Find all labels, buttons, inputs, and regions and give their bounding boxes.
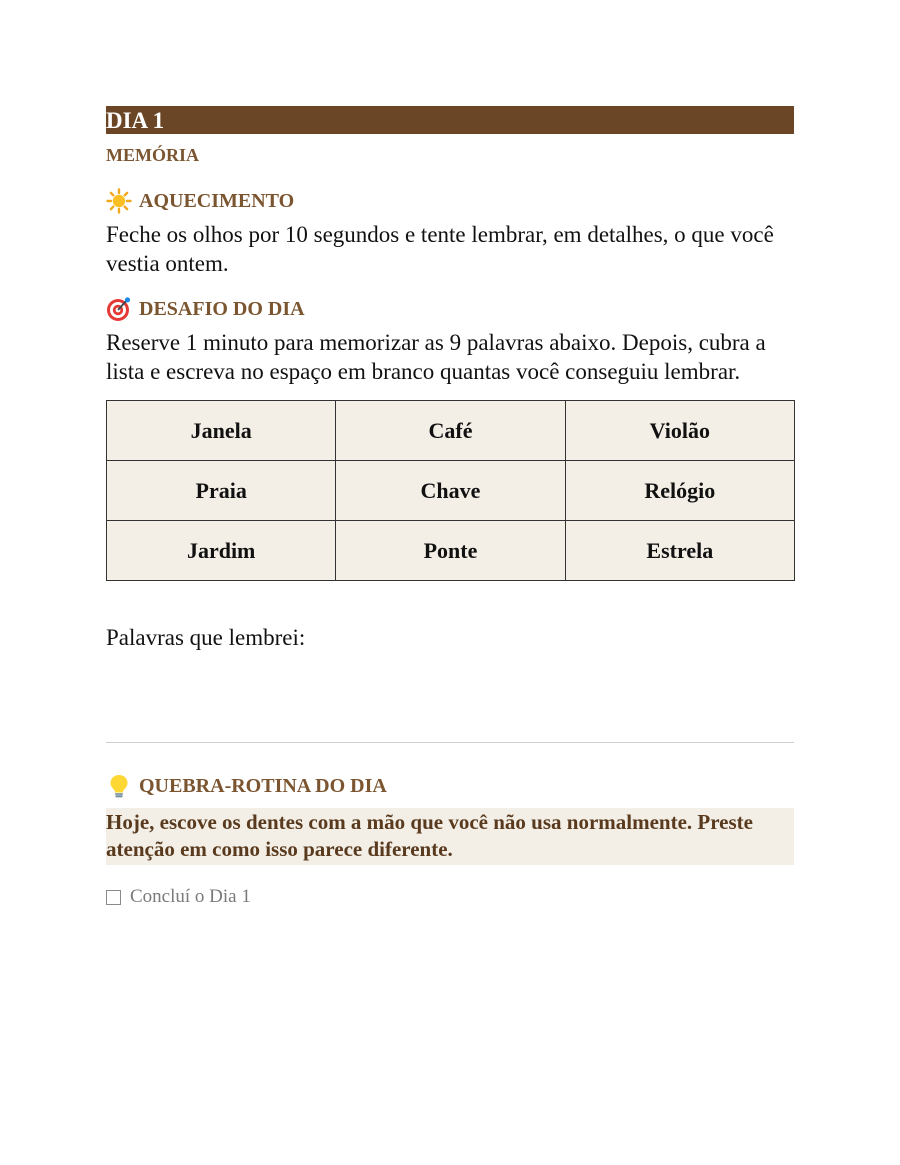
word-row [107,461,795,521]
day-label: DIA 1 [106,108,165,133]
challenge-title: DESAFIO DO DIA [139,298,305,320]
challenge-heading [106,296,794,322]
divider [106,742,794,743]
word-row [107,521,795,581]
lightbulb-icon [106,773,132,799]
routine-break-heading [106,773,794,799]
word-cell: Violão [565,401,794,461]
day-theme: MEMÓRIA [106,145,199,165]
word-cell: Estrela [565,521,794,581]
routine-break-title: QUEBRA-ROTINA DO DIA [139,775,387,797]
word-cell: Ponte [336,521,565,581]
answer-space[interactable] [106,652,794,728]
word-row [107,401,795,461]
day-page [106,106,794,908]
word-cell: Relógio [565,461,794,521]
warmup-heading [106,188,794,214]
completion-checkbox[interactable] [106,890,121,905]
warmup-title: AQUECIMENTO [139,190,295,212]
sun-icon [106,188,132,214]
completion-check[interactable] [106,886,794,908]
word-table [106,400,795,581]
completion-label: Concluí o Dia 1 [130,886,251,907]
challenge-text: Reserve 1 minuto para memorizar as 9 palavras abaixo. Depois, cubra a lista e escreva no espaço em branco quantas você conseguiu lembrar. [106,330,766,384]
word-cell: Café [336,401,565,461]
warmup-text: Feche os olhos por 10 segundos e tente lembrar, em detalhes, o que você vestia ontem. [106,222,774,276]
word-cell: Jardim [107,521,336,581]
word-cell: Praia [107,461,336,521]
recall-label: Palavras que lembrei: [106,625,306,650]
word-cell: Janela [107,401,336,461]
routine-break-text: Hoje, escove os dentes com a mão que você não usa normalmente. Preste atenção em como isso parece diferente. [106,808,794,865]
word-cell: Chave [336,461,565,521]
day-banner [106,106,794,134]
target-icon [106,296,132,322]
routine-break-section [106,773,794,865]
